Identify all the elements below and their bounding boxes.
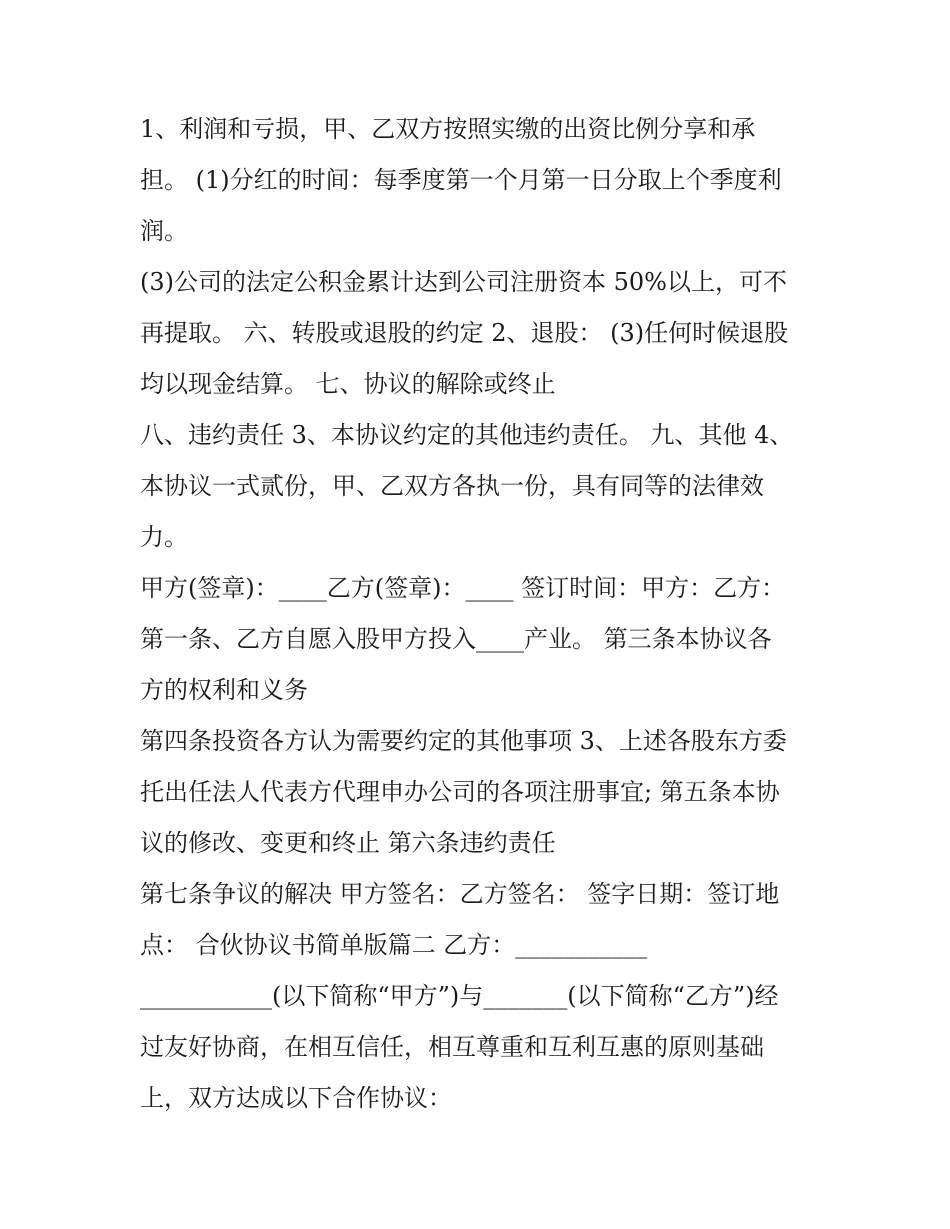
text-line: 润。 (140, 217, 188, 245)
text-line: ___________(以下简称“甲方”)与_______(以下简称“乙方”)经 (140, 982, 779, 1010)
text-line: 八、违约责任 3、本协议约定的其他违约责任。 九、其他 4、 (140, 421, 794, 449)
text-line: 点： 合伙协议书简单版篇二 乙方：___________ (140, 931, 648, 959)
text-line: 过友好协商，在相互信任，相互尊重和互利互惠的原则基础 (140, 1033, 764, 1061)
text-line: 本协议一式贰份，甲、乙双方各执一份，具有同等的法律效 (140, 472, 764, 500)
text-line: 议的修改、变更和终止 第六条违约责任 (140, 829, 556, 857)
text-line: 担。 (1)分红的时间：每季度第一个月第一日分取上个季度利 (140, 166, 782, 194)
text-line: 第四条投资各方认为需要约定的其他事项 3、上述各股东方委 (140, 727, 787, 755)
text-line: 甲方(签章)：____乙方(签章)：____ 签订时间：甲方：乙方： (140, 574, 786, 602)
text-line: 1、利润和亏损，甲、乙双方按照实缴的出资比例分享和承 (140, 115, 756, 143)
text-line: 第七条争议的解决 甲方签名：乙方签名： 签字日期：签订地 (140, 880, 780, 908)
text-line: 力。 (140, 523, 188, 551)
text-line: 第一条、乙方自愿入股甲方投入____产业。 第三条本协议各 (140, 625, 772, 653)
text-line: 再提取。 六、转股或退股的约定 2、退股： (3)任何时候退股 (140, 319, 789, 347)
text-line: (3)公司的法定公积金累计达到公司注册资本 50%以上，可不 (140, 268, 787, 296)
text-line: 托出任法人代表方代理申办公司的各项注册事宜; 第五条本协 (140, 778, 780, 806)
text-line: 上，双方达成以下合作协议： (140, 1084, 452, 1112)
document-body (140, 104, 820, 1124)
text-line: 均以现金结算。 七、协议的解除或终止 (140, 370, 556, 398)
text-line: 方的权利和义务 (140, 676, 308, 704)
